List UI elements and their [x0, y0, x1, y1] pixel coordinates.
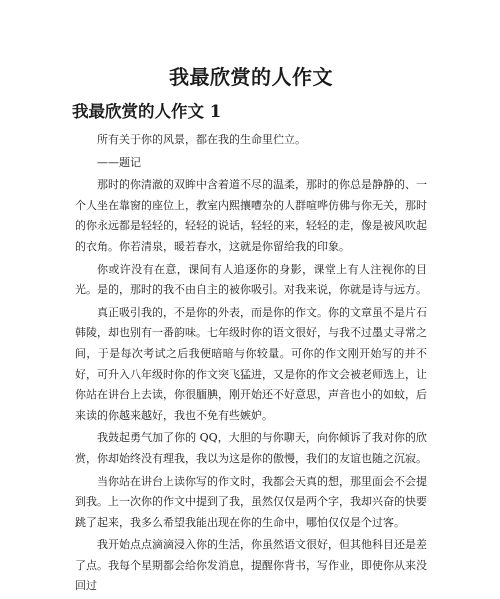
document-page — [72, 62, 427, 599]
paragraph: 我开始点点滴滴浸入你的生活，你虽然语文很好，但其他科目还是差了点。我每个星期都会给你发消息，提醒你背书，写作业，即使你从来没回过 — [75, 538, 427, 593]
paragraph: 当你站在讲台上读你写的作文时，我都会天真的想，那里面会不会提到我。上一次你的作文中提到了我，虽然仅仅是两个字，我却兴奋的快要跳了起来，我多么希望我能出现在你的生命中，哪怕仅仅是个过客。 — [75, 474, 427, 529]
paragraph: 所有关于你的风景，都在我的生命里伫立。 — [97, 133, 306, 146]
paragraph: 我鼓起勇气加了你的 QQ，大胆的与你聊天，向你倾诉了我对你的欣赏，你却始终没有理我，我以为这是你的傲慢，我们的友谊也随之沉寂。 — [75, 431, 427, 465]
paragraph: ——题记 — [97, 155, 141, 169]
section-heading: 我最欣赏的人作文 1 — [72, 102, 222, 121]
document-title: 我最欣赏的人作文 — [169, 65, 333, 89]
paragraph: 那时的你清澈的双眸中含着道不尽的温柔，那时的你总是静静的、一个人坐在靠窗的座位上，教室内熙攘嘈杂的人群喧哗仿佛与你无关，那时的你永远都是轻轻的，轻轻的说话，轻轻的来，轻轻的走，像是被风吹起的衣角。你若清泉，暖若春水，这就是你留给我的印象。 — [75, 178, 427, 253]
paragraph: 真正吸引我的，不是你的外表，而是你的作文。你的文章虽不是片石韩陵，却也别有一番韵味。七年级时你的语文很好，与我不过墨丈寻常之间，于是每次考试之后我便暗暗与你较量。可你的作文刚开始写的并不好，可升入八年级时你的作文突飞猛进，又是你的作文会被老师选上，让你站在讲台上去读，你很腼腆，刚开始还不好意思，声音也小的如蚊，后来读的你越来越好，我也不免有些嫉妒。 — [75, 305, 427, 422]
paragraph: 你或许没有在意，课间有人追逐你的身影，课堂上有人注视你的目光。是的，那时的我不由自主的被你吸引。对我来说，你就是诗与远方。 — [75, 262, 427, 297]
